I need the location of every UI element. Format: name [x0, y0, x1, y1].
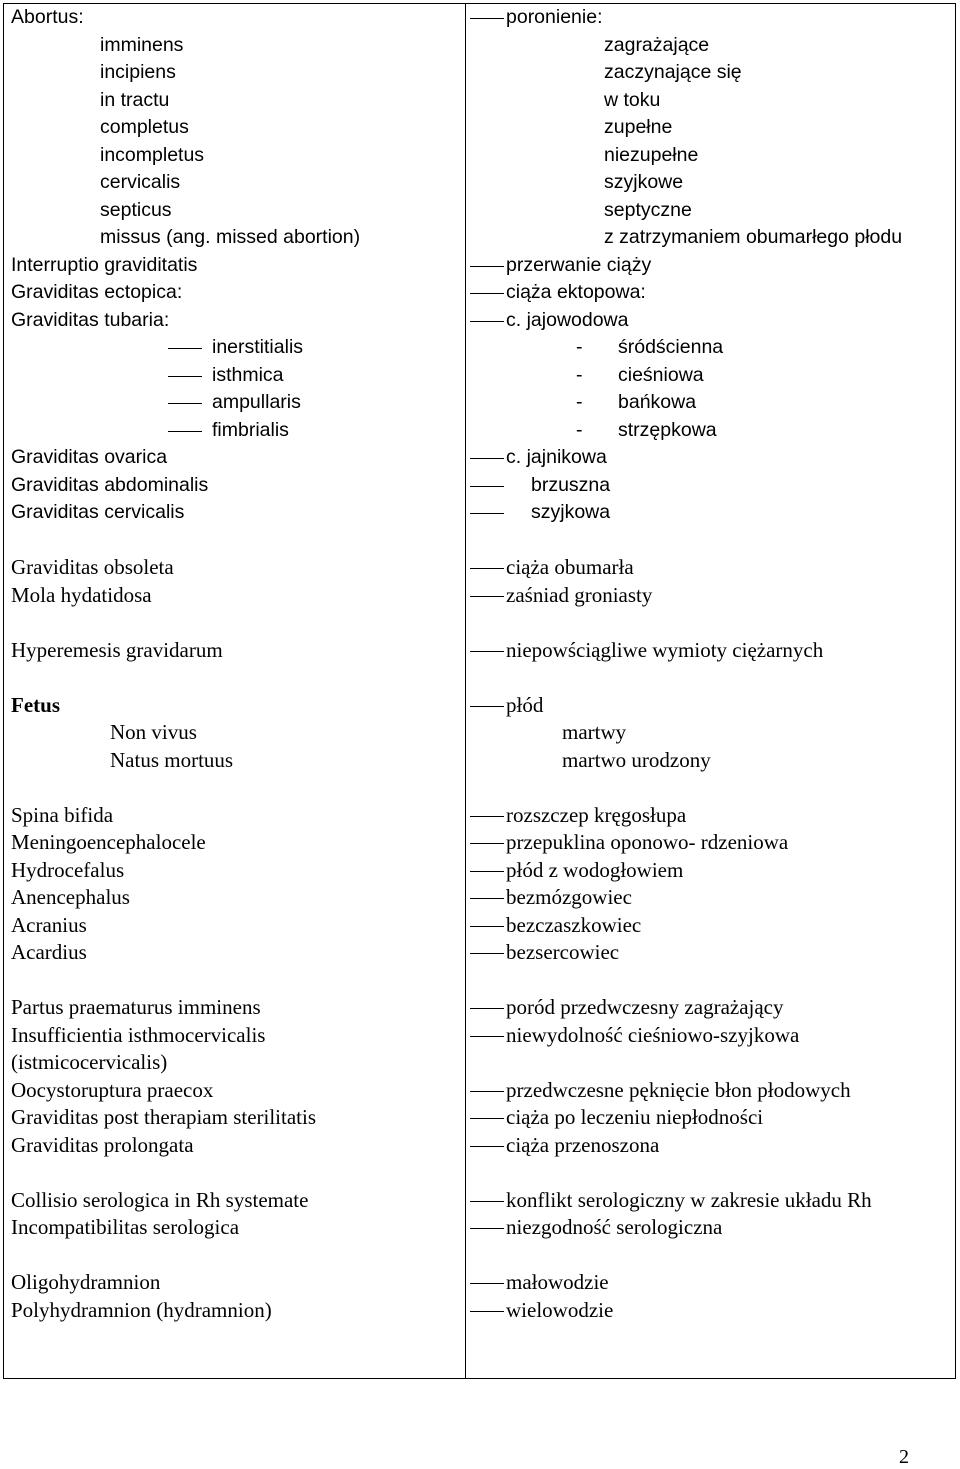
cervicalis-term: Graviditas cervicalis [11, 501, 185, 523]
jajowodowa-type: śródścienna [618, 336, 724, 358]
dash-bullet [470, 1201, 504, 1202]
dash-bullet [470, 871, 504, 872]
plod-type: martwy [562, 720, 627, 744]
ektopowa-term: ciąża ektopowa: [506, 281, 646, 303]
dash-bullet [470, 486, 504, 487]
dash-bullet [470, 1008, 504, 1009]
tubaria-type: isthmica [212, 364, 284, 386]
later-term: ciąża przenoszona [506, 1133, 660, 1157]
malformation-term: Meningoencephalocele [11, 830, 206, 854]
mola-term: Mola hydatidosa [11, 583, 152, 607]
szyjkowa-term: szyjkowa [531, 501, 611, 523]
hyphen-bullet: - [576, 391, 583, 413]
malformation-term: Hydrocefalus [11, 858, 125, 882]
malformation-term-pl: bezsercowiec [506, 940, 620, 964]
dash-bullet [470, 953, 504, 954]
hyphen-bullet: - [576, 419, 583, 441]
dash-bullet [470, 706, 504, 707]
column-divider [465, 4, 466, 1378]
przerwanie-term: przerwanie ciąży [506, 254, 652, 276]
dash-bullet [470, 1091, 504, 1092]
amnion-term-pl: wielowodzie [506, 1298, 614, 1322]
ovarica-term: Graviditas ovarica [11, 446, 168, 468]
abortus-type: imminens [100, 34, 184, 56]
serology-term: Incompatibilitas serologica [11, 1215, 240, 1239]
dash-bullet [168, 348, 202, 349]
hyphen-bullet: - [576, 364, 583, 386]
amnion-term: Oligohydramnion [11, 1270, 161, 1294]
malformation-term: Acardius [11, 940, 87, 964]
dash-bullet [470, 1118, 504, 1119]
dash-bullet [470, 1036, 504, 1037]
dash-bullet [470, 568, 504, 569]
later-term: przedwczesne pęknięcie błon płodowych [506, 1078, 851, 1102]
plod-heading: płód [506, 693, 544, 717]
poronienie-type: z zatrzymaniem obumarłego płodu [604, 226, 903, 248]
malformation-term-pl: rozszczep kręgosłupa [506, 803, 687, 827]
poronienie-type: septyczne [604, 199, 692, 221]
dash-bullet [470, 458, 504, 459]
hyperemesis-term: Hyperemesis gravidarum [11, 638, 223, 662]
jajowodowa-type: bańkowa [618, 391, 697, 413]
jajowodowa-heading: c. jajowodowa [506, 309, 629, 331]
partus-term: Graviditas post therapiam sterilitatis [11, 1105, 317, 1129]
serology-term-pl: konflikt serologiczny w zakresie układu Rh [506, 1188, 872, 1212]
dash-bullet [470, 651, 504, 652]
serology-term: Collisio serologica in Rh systemate [11, 1188, 309, 1212]
partus-term: Partus praematurus imminens [11, 995, 261, 1019]
malformation-term: Acranius [11, 913, 87, 937]
abortus-type: septicus [100, 199, 172, 221]
abortus-type: incompletus [100, 144, 205, 166]
poronienie-heading: poronienie: [506, 6, 603, 28]
fetus-heading: Fetus [11, 693, 60, 717]
dash-bullet [470, 1283, 504, 1284]
brzuszna-term: brzuszna [531, 474, 611, 496]
obsoleta-term: Graviditas obsoleta [11, 555, 174, 579]
tubaria-heading: Graviditas tubaria: [11, 309, 170, 331]
jajowodowa-type: strzępkowa [618, 419, 717, 441]
abdominalis-term: Graviditas abdominalis [11, 474, 209, 496]
dash-bullet [168, 403, 202, 404]
poronienie-type: zupełne [604, 116, 673, 138]
dash-bullet [470, 266, 504, 267]
poronienie-type: zaczynające się [604, 61, 742, 83]
partus-term: Oocystoruptura praecox [11, 1078, 214, 1102]
abortus-type: cervicalis [100, 171, 181, 193]
dash-bullet [470, 843, 504, 844]
poronienie-type: zagrażające [604, 34, 710, 56]
dash-bullet [470, 1311, 504, 1312]
dash-bullet [470, 18, 504, 19]
tubaria-type: fimbrialis [212, 419, 289, 441]
later-term: ciąża po leczeniu niepłodności [506, 1105, 764, 1129]
porod-term: niewydolność cieśniowo-szyjkowa [506, 1023, 800, 1047]
malformation-term-pl: płód z wodogłowiem [506, 858, 684, 882]
fetus-type: Natus mortuus [110, 748, 234, 772]
dash-bullet [470, 596, 504, 597]
abortus-type: in tractu [100, 89, 170, 111]
serology-term-pl: niezgodność serologiczna [506, 1215, 723, 1239]
page-number: 2 [899, 1446, 909, 1468]
abortus-type: incipiens [100, 61, 176, 83]
jajnikowa-term: c. jajnikowa [506, 446, 607, 468]
porod-term: poród przedwczesny zagrażający [506, 995, 784, 1019]
dash-bullet [168, 376, 202, 377]
poronienie-type: niezupełne [604, 144, 699, 166]
hyphen-bullet: - [576, 336, 583, 358]
plod-type: martwo urodzony [562, 748, 711, 772]
malformation-term-pl: bezmózgowiec [506, 885, 632, 909]
abortus-type: missus (ang. missed abortion) [100, 226, 361, 248]
zasniad-term: zaśniad groniasty [506, 583, 653, 607]
amnion-term-pl: małowodzie [506, 1270, 609, 1294]
tubaria-type: inerstitialis [212, 336, 304, 358]
dash-bullet [470, 926, 504, 927]
poronienie-type: w toku [604, 89, 661, 111]
dash-bullet [470, 321, 504, 322]
tubaria-type: ampullaris [212, 391, 301, 413]
ectopica-term: Graviditas ectopica: [11, 281, 183, 303]
partus-term: (istmicocervicalis) [11, 1050, 168, 1074]
dash-bullet [470, 1228, 504, 1229]
abortus-heading: Abortus: [11, 6, 84, 28]
malformation-term-pl: przepuklina oponowo- rdzeniowa [506, 830, 789, 854]
dash-bullet [470, 513, 504, 514]
amnion-term: Polyhydramnion (hydramnion) [11, 1298, 272, 1322]
interruptio-term: Interruptio graviditatis [11, 254, 198, 276]
poronienie-type: szyjkowe [604, 171, 684, 193]
fetus-type: Non vivus [110, 720, 197, 744]
malformation-term-pl: bezczaszkowiec [506, 913, 642, 937]
dash-bullet [168, 431, 202, 432]
jajowodowa-type: cieśniowa [618, 364, 704, 386]
abortus-type: completus [100, 116, 189, 138]
dash-bullet [470, 293, 504, 294]
dash-bullet [470, 816, 504, 817]
dash-bullet [470, 1146, 504, 1147]
partus-term: Graviditas prolongata [11, 1133, 194, 1157]
malformation-term: Anencephalus [11, 885, 130, 909]
dash-bullet [470, 898, 504, 899]
wymioty-term: niepowściągliwe wymioty ciężarnych [506, 638, 824, 662]
malformation-term: Spina bifida [11, 803, 114, 827]
partus-term: Insufficientia isthmocervicalis [11, 1023, 266, 1047]
obumarla-term: ciąża obumarła [506, 555, 634, 579]
